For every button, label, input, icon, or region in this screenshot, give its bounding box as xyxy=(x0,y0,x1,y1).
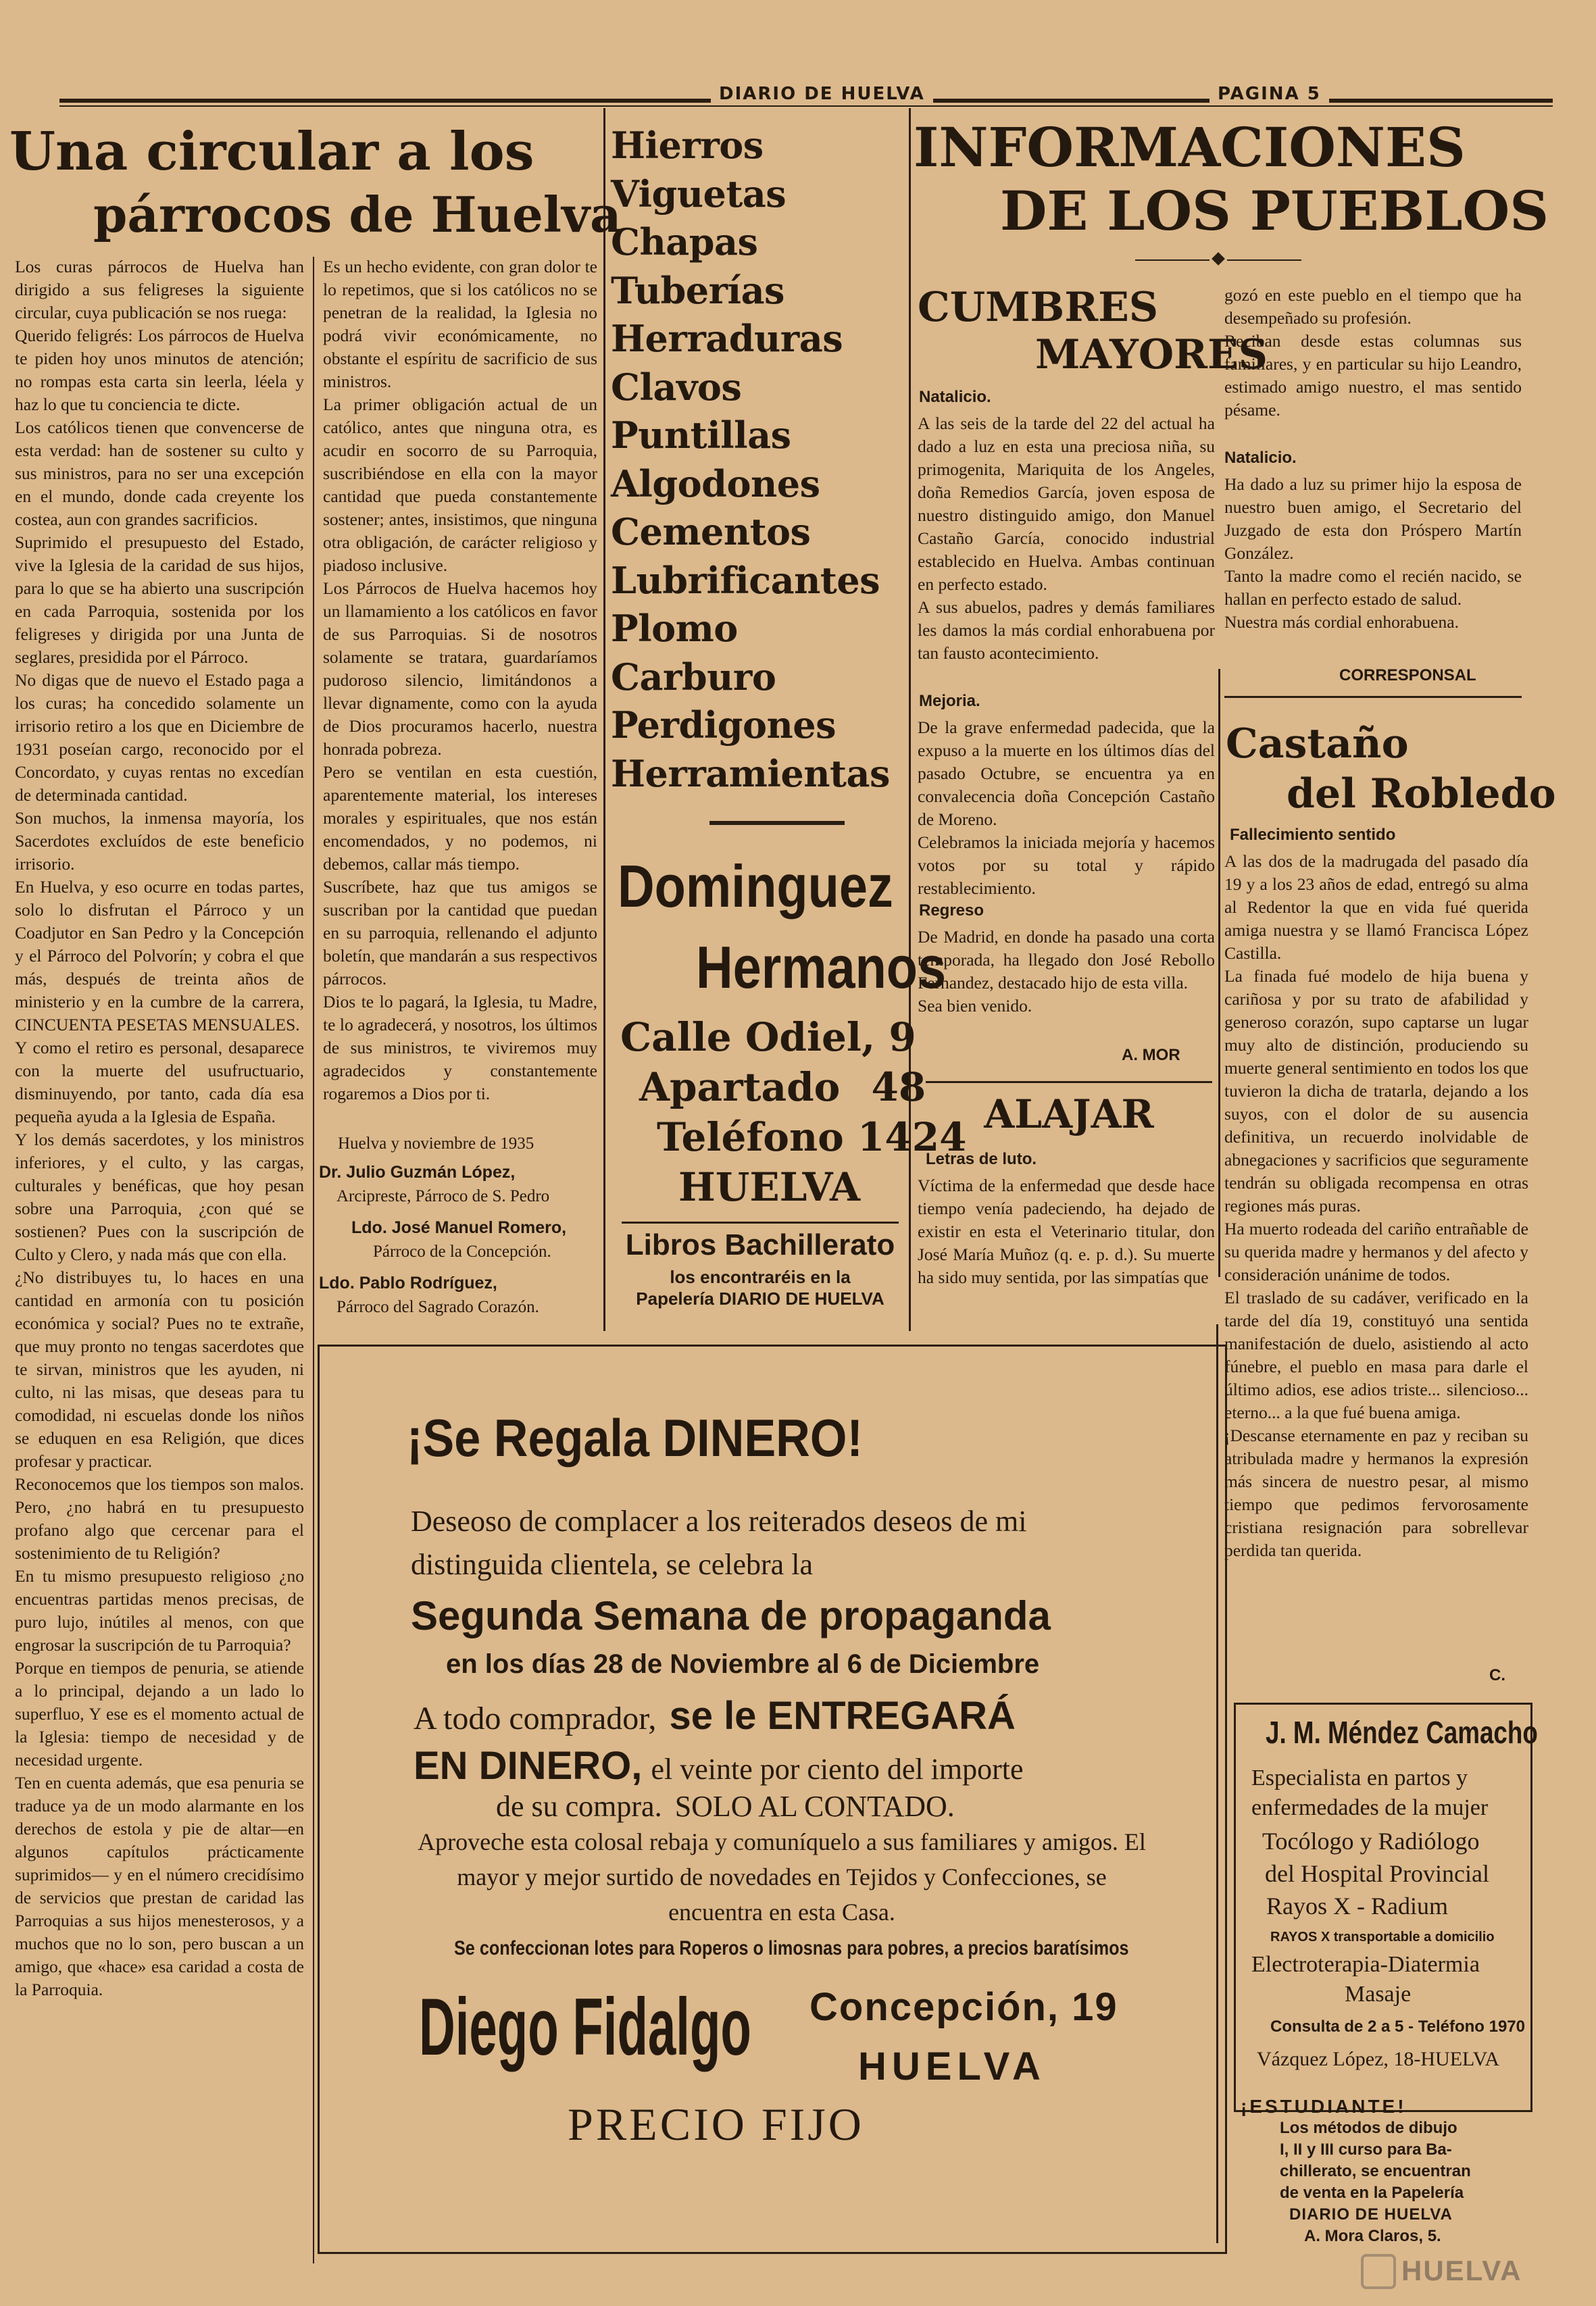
estudiante-line-2: I, II y III curso para Ba- xyxy=(1280,2140,1452,2159)
estudiante-line-3: chillerato, se encuentran xyxy=(1280,2162,1471,2180)
product-item: Herramientas xyxy=(611,751,890,795)
alajar-text: Víctima de la enfermedad que desde hace tiempo venía padeciendo, ha dejado de existir en esta el Veterinario titular, don José María Muñoz (q. e. p. d.). Su muerte ha sido muy sentida, por las simpatías que xyxy=(918,1176,1215,1287)
cumbres-text-regreso: De Madrid, en donde ha pasado una corta temporada, ha llegado don José Rebollo Fernandez, destacado hijo de esta villa. Sea bien venido. xyxy=(918,927,1215,1016)
circular-date: Huelva y noviembre de 1935 xyxy=(338,1134,534,1153)
pueblos-col2-text: gozó en este pueblo en el tiempo que ha desempeñado su profesión. Reciban desde estas columnas sus familiares, y en particular su hijo Leandro, estimado amigo nuestro, el mas sentido pésame. xyxy=(1224,285,1522,420)
castano-title-line1: Castaño xyxy=(1226,720,1409,768)
libros-line-1: los encontraréis en la xyxy=(670,1267,851,1287)
fidalgo-promo-text: Aproveche esta colosal rebaja y comuníquelo a sus familiares y amigos. El mayor y mejor surtido de novedades en Tejidos y Confecciones, se encuentra en esta Casa. xyxy=(418,1828,1146,1926)
offer-text-c: EN DINERO, xyxy=(414,1744,643,1788)
mendez-line-2: enfermedades de la mujer xyxy=(1251,1795,1489,1820)
firm-city: HUELVA xyxy=(678,1164,860,1210)
mendez-line-10: Vázquez López, 18-HUELVA xyxy=(1257,2048,1500,2070)
alajar-title: ALAJAR xyxy=(984,1091,1154,1137)
signature-1-role: Arcipreste, Párroco de S. Pedro xyxy=(336,1187,550,1205)
cumbres-text-natalicio: A las seis de la tarde del 22 del actual ha dado a luz en esta una preciosa niña, su primogenita, Mariquita de los Angeles, doña Remedios García, joven esposa de nuestro distinguido amigo, don Manuel Castaño García, conocido industrial establecido en Huelva. Ambas continuan en perfecto estado. A sus abuelos, padres y demás familiares les damos la más cordial enhorabuena por tan fausto acontecimiento. xyxy=(918,413,1215,663)
alajar-rule xyxy=(926,1081,1212,1083)
firm-po-box: Apartado 48 xyxy=(639,1064,926,1110)
estudiante-line-6: A. Mora Claros, 5. xyxy=(1304,2227,1441,2245)
header-rule-thin xyxy=(59,105,1553,107)
product-item: Tuberías xyxy=(611,268,784,312)
offer-text-d: el veinte por ciento del importe xyxy=(651,1753,1024,1786)
fidalgo-offer-line3 xyxy=(496,1789,955,1824)
dominguez-bottom-rule xyxy=(622,1222,899,1224)
mendez-line-4: del Hospital Provincial xyxy=(1265,1860,1489,1887)
castano-text: A las dos de la madrugada del pasado día 19 y a los 23 años de edad, entregó su alma al Redentor la que en vida fué querida amiga nuestra y se llamó Francisca López Castilla. La finada fué modelo de hija buena y cariñosa y por su trato de afabilidad y generoso corazón, supo captarse un lugar muy alto de distinción, produciendo su muerte general sentimiento en todos los que tuvieron la dicha de tratarla, dejando a los suyos, con el dolor de su ausencia definitiva, un recuerdo inolvidable de abnegaciones y sacrificios que seguramente tendrán su obligada recompensa en otras regiones más puras. Ha muerto rodeada del cariño entrañable de su querida madre y hermanos y del afecto y consideración unánime de todos. El traslado de su cadáver, verificado en la tarde del día 19, constituyó una sentida manifestación de duelo, asistiendo al acto fúnebre, el pueblo en masa para darle el último adios, ese adios triste... silencioso... eterno... a la que fué buena amiga. ¡Descanse eternamente en paz y reciban su atribulada madre y hermanos la expresión más sincera de nuestro pesar, al mismo tiempo que pedimos fervorosamente cristiana resignación para sobrellevar perdida tan querida. xyxy=(1224,851,1528,1560)
firm-phone: Teléfono 1424 xyxy=(657,1114,967,1160)
product-item: Carburo xyxy=(611,655,776,699)
cumbres-text-mejoria: De la grave enfermedad padecida, que la expuso a la muerte en los últimos días del pasado Octubre, se encuentra ya en convalecencia doña Concepción Castaño de Moreno. Celebramos la iniciada mejoría y hacemos votos por su total y rápido restablecimiento. xyxy=(918,718,1215,898)
estudiante-title: ¡ESTUDIANTE! xyxy=(1241,2096,1407,2117)
circular-column-2: Es un hecho evidente, con gran dolor te lo repetimos, que si los católicos no se penetran de la realidad, la Iglesia no podrá vivir económicamente, no obstante el espíritu de sacrificio de sus ministros. La primer obligación actual de un católico, antes que ninguna otra, es acudir en socorro de su Parroquia, suscribiéndose en ella con la mayor cantidad que pueda constantemente sostener; antes, insistimos, que ninguna otra obligación, de carácter religioso y piadoso inclusive. Los Párrocos de Huelva hacemos hoy un llamamiento a los católicos en favor de sus Parroquias. Si de nosotros solamente se tratara, guardaríamos pudoroso silencio, limitándonos a llevar dignamente, como con la ayuda de Dios procuramos hacerlo, nuestra honrada pobreza. Pero se ventilan en esta cuestión, aparentemente material, los intereses morales y espirituales, que nos están encomendados, y no podemos, ni debemos, callar más tiempo. Suscríbete, haz que tus amigos se suscriban por la cantidad que puedan en su parroquia, rellenando el adjunto boletín, que mandarán a sus respectivos párrocos. Dios te lo pagará, la Iglesia, tu Madre, te lo agradecerá, y nosotros, los últimos de sus ministros, te viviremos muy agradecidos y constantemente rogaremos a Dios por ti. xyxy=(323,257,597,1103)
page-number: PAGINA 5 xyxy=(1210,84,1329,104)
fidalgo-intro: Deseoso de complacer a los reiterados deseos de mi distinguida clientela, se celebra la xyxy=(411,1505,1027,1581)
fidalgo-address: Concepción, 19 xyxy=(809,1985,1118,2029)
fidalgo-store-name: Diego Fidalgo xyxy=(419,1982,751,2072)
signature-1-name: Dr. Julio Guzmán López, xyxy=(319,1163,516,1182)
mendez-line-1: Especialista en partos y xyxy=(1251,1765,1468,1790)
product-item: Chapas xyxy=(611,220,758,264)
col2-text-natalicio: Ha dado a luz su primer hijo la esposa de nuestro buen amigo, el Secretario del Juzgado de esta don Próspero Martín González. Tanto la madre como el recién nacido, se hallan en perfecto estado de salud. Nuestra más cordial enhorabuena. xyxy=(1224,474,1522,632)
diamond-ornament-icon xyxy=(1212,252,1225,266)
column-rule-3 xyxy=(1218,669,1220,1277)
fidalgo-headline: ¡Se Regala DINERO! xyxy=(407,1408,863,1468)
libros-title: Libros Bachillerato xyxy=(625,1228,895,1261)
estudiante-line-1: Los métodos de dibujo xyxy=(1280,2119,1457,2137)
mendez-line-9: Consulta de 2 a 5 - Teléfono 1970 xyxy=(1270,2017,1525,2036)
signature-2-role: Párroco de la Concepción. xyxy=(373,1243,551,1261)
mendez-line-7: Electroterapia-Diatermia xyxy=(1251,1952,1480,1977)
pueblos-title-line1: INFORMACIONES xyxy=(914,116,1466,179)
fidalgo-dates: en los días 28 de Noviembre al 6 de Diciembre xyxy=(446,1649,1040,1679)
column-rule-left xyxy=(313,257,314,2263)
circular-title-line1: Una circular a los xyxy=(9,121,534,182)
fidalgo-offer-line2 xyxy=(414,1743,1024,1788)
offer-text-a: A todo comprador, xyxy=(414,1701,657,1736)
dominguez-products xyxy=(611,122,890,798)
circular-column-1: Los curas párrocos de Huelva han dirigido a sus feligreses la siguiente circular, cuya publicación se nos ruega: Querido feligrés: Los párrocos de Huelva te piden hoy unos minutos de atención; no rompas esta carta sin leerla, léela y haz lo que tu conciencia te dicte. Los católicos tienen que convencerse de esta verdad: han de sostener su culto y sus ministros, para no ser una excepción en el mundo, donde cada creyente los costea, aun con grandes sacrificios. Suprimido el presupuesto del Estado, vive la Iglesia de la caridad de sus hijos, para lo que se ha abierto una suscripción en cada Parroquia, sostenida por los feligreses y dirigida por una Junta de seglares, presidida por el Párroco. No digas que de nuevo el Estado paga a los curas; ha concedido solamente un irrisorio retiro a los que en Diciembre de 1931 poseían cargo, reconocido por el Concordato, y cuyas rentas no excedían de determinada cantidad. Son muchos, la inmensa mayoría, los Sacerdotes excluídos de este beneficio irrisorio. En Huelva, y eso ocurre en todas partes, solo lo disfrutan el Párroco y un Coadjutor en San Pedro y la Concepción y el Párroco del Polvorín; y cobra el que más, después de treinta años de ministerio y en la cumbre de la carrera, CINCUENTA PESETAS MENSUALES. Y como el retiro es personal, desaparece con la muerte del usufructuario, disminuyendo, por tanto, cada día esa pequeña ayuda a la Iglesia de España. Y los demás sacerdotes, y los ministros inferiores, y el culto, y las cargas, culturales y benéficas, que hoy pesan sobre una Parroquia, ¿con qué se sostienen? Pues con la suscripción de Culto y Clero, y nada más que con ella. ¿No distribuyes tu, lo haces en una cantidad en armonía con tu posición económica y social? Pues no te extrañe, que muy pronto no tengas sacerdotes que te sirvan, ministros que les ayuden, ni culto, ni las misas, que deseas para tu comodidad, ni escuelas donde los niños se eduquen en esa Religión, que dices profesar y practicar. Reconocemos que los tiempos son malos. Pero, ¿no habrá en tu presupuesto profano algo que cercenar para el sostenimiento de tu Religión? En tu mismo presupuesto religioso ¿no encuentras partidas menos precisas, de puro lujo, inútiles al menos, con que engrosar la suscripción de tu Parroquia? Porque en tiempos de penuria, se atiende a lo principal, dejando a un lado lo superfluo, Y ese es el momento actual de la Iglesia: tiempo de necesidad y de necesidad urgente. Ten en cuenta además, que esa penuria se traduce ya de un modo alarmante en los derechos de estola y pie de altar—en algunos capítulos prácticamente suprimidos— y en el número crecidísimo de servicios que prestan de caridad las Parroquias a sus hijos menesterosos, y a muchos que no lo son, pero buscan a un amigo, que «hace» esa caridad a costa de la Parroquia. xyxy=(15,257,304,1999)
fidalgo-lots-note: Se confeccionan lotes para Roperos o limosnas para pobres, a precios baratísimos xyxy=(454,1937,1129,1959)
dominguez-divider xyxy=(709,821,845,825)
col2-subhead-natalicio: Natalicio. xyxy=(1224,449,1297,467)
fidalgo-event: Segunda Semana de propaganda xyxy=(411,1593,1051,1638)
product-item: Herraduras xyxy=(611,317,843,360)
pueblos-divider-right xyxy=(1227,259,1301,261)
cumbres-title-line2: MAYORES xyxy=(1035,331,1268,378)
fidalgo-offer-line1 xyxy=(414,1693,1016,1738)
cumbres-signature: A. MOR xyxy=(1122,1046,1180,1064)
mendez-name: J. M. Méndez Camacho xyxy=(1266,1715,1538,1750)
cumbres-title-line1: CUMBRES xyxy=(918,284,1159,331)
firm-address: Calle Odiel, 9 xyxy=(620,1014,916,1060)
estudiante-line-4: de venta en la Papelería xyxy=(1280,2184,1464,2202)
circular-title-line2: párrocos de Huelva xyxy=(93,186,622,243)
mendez-line-3: Tocólogo y Radiólogo xyxy=(1262,1828,1480,1855)
castano-rule xyxy=(1224,696,1522,698)
product-item: Algodones xyxy=(611,461,820,505)
fidalgo-city: HUELVA xyxy=(858,2045,1046,2088)
product-item: Lubrificantes xyxy=(611,558,880,602)
product-item: Viguetas xyxy=(611,172,787,216)
cumbres-subhead-mejoria: Mejoria. xyxy=(919,692,980,710)
fidalgo-slogan: PRECIO FIJO xyxy=(568,2099,864,2150)
mendez-line-8: Masaje xyxy=(1345,1982,1412,2007)
offer-text-b: se le ENTREGARÁ xyxy=(669,1694,1016,1738)
cumbres-subhead-natalicio: Natalicio. xyxy=(919,388,991,406)
firm-name-line1: Dominguez xyxy=(618,853,893,920)
signature-3-role: Párroco del Sagrado Corazón. xyxy=(336,1298,539,1316)
firm-name-line2: Hermanos xyxy=(696,934,947,1001)
signature-2-name: Ldo. José Manuel Romero, xyxy=(351,1218,567,1237)
archive-logo-icon xyxy=(1361,2254,1396,2289)
offer-text-e: de su compra. xyxy=(496,1790,662,1823)
product-item: Hierros xyxy=(611,124,764,167)
pueblos-divider-left xyxy=(1135,259,1210,261)
castano-subhead: Fallecimiento sentido xyxy=(1230,826,1396,844)
column-rule-1 xyxy=(603,108,605,1331)
estudiante-line-5: DIARIO DE HUELVA xyxy=(1289,2205,1453,2224)
castano-title-line2: del Robledo xyxy=(1287,770,1556,818)
product-item: Clavos xyxy=(611,365,742,409)
alajar-subhead: Letras de luto. xyxy=(926,1150,1037,1168)
mendez-line-6: RAYOS X transportable a domicilio xyxy=(1270,1930,1495,1945)
mendez-line-5: Rayos X - Radium xyxy=(1266,1893,1448,1920)
castano-signature: C. xyxy=(1489,1666,1505,1684)
product-item: Perdigones xyxy=(611,703,837,747)
offer-text-f: SOLO AL CONTADO. xyxy=(674,1790,955,1823)
pueblos-title-line2: DE LOS PUEBLOS xyxy=(1000,179,1549,243)
product-item: Plomo xyxy=(611,607,738,650)
libros-line-2: Papelería DIARIO DE HUELVA xyxy=(636,1288,884,1309)
signature-3-name: Ldo. Pablo Rodríguez, xyxy=(319,1274,497,1293)
archive-watermark: HUELVA xyxy=(1401,2255,1522,2286)
cumbres-subhead-regreso: Regreso xyxy=(919,901,984,920)
product-item: Puntillas xyxy=(611,413,791,457)
newspaper-name: DIARIO DE HUELVA xyxy=(711,84,933,104)
correspondent-signature: CORRESPONSAL xyxy=(1339,666,1476,684)
product-item: Cementos xyxy=(611,510,811,553)
